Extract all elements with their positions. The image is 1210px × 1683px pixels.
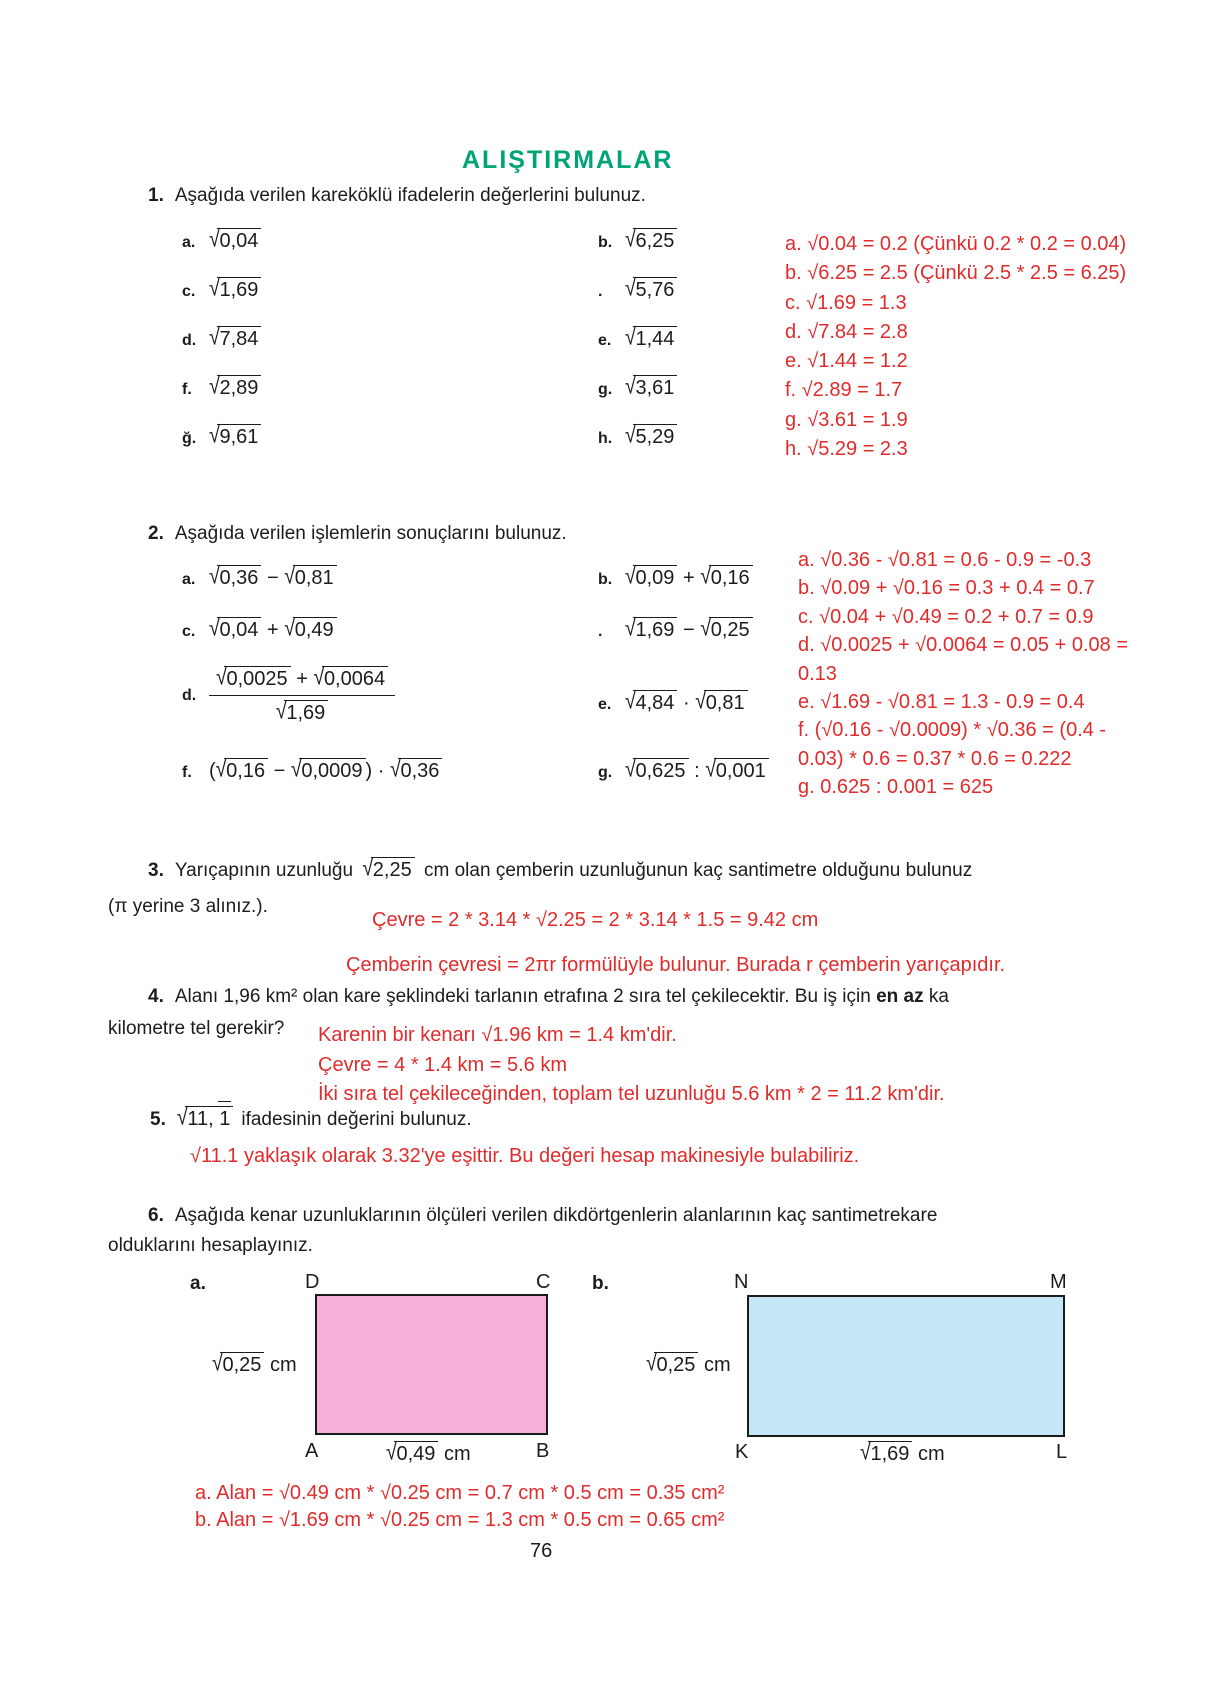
item-expression xyxy=(625,277,677,302)
radical: √0,09 xyxy=(625,567,677,589)
radical-icon: √ xyxy=(209,226,220,253)
q6-number: 6. xyxy=(148,1205,164,1226)
q3-answer: Çevre = 2 * 3.14 * √2.25 = 2 * 3.14 * 1.5 = 9.42 cm xyxy=(372,909,819,931)
radical: √2,25 xyxy=(362,859,414,881)
item-label: a. xyxy=(182,571,196,588)
q3-text-before: Yarıçapının uzunluğu xyxy=(174,860,359,881)
item-expression: (√0,16 − √0,0009 ) · √0,36 xyxy=(209,758,442,783)
item-label: b. xyxy=(598,571,613,588)
corner-label-C: C xyxy=(536,1271,551,1293)
answer-line: a. √0.36 - √0.81 = 0.6 - 0.9 = -0.3 xyxy=(798,549,1092,571)
q5-answer: √11.1 yaklaşık olarak 3.32'ye eşittir. Bu değeri hesap makinesiyle bulabiliriz. xyxy=(190,1145,860,1167)
radical-icon: √ xyxy=(209,324,220,351)
answer-line: e. √1.44 = 1.2 xyxy=(785,350,908,373)
q5-number: 5. xyxy=(150,1109,166,1130)
q1-answers xyxy=(785,230,1126,464)
q4-text-bold: en az xyxy=(876,986,924,1007)
radical-icon: √ xyxy=(209,615,220,642)
q3-radical xyxy=(362,855,414,882)
q2-item-b xyxy=(598,565,753,590)
radical-icon: √ xyxy=(625,226,636,253)
q5-text: ifadesinin değerini bulunuz. xyxy=(241,1109,472,1130)
q2-item-f xyxy=(182,758,442,783)
q4-answers xyxy=(318,1021,945,1110)
radical-icon: √ xyxy=(625,373,636,400)
item-expression xyxy=(625,375,677,400)
answer-line: c. √0.04 + √0.49 = 0.2 + 0.7 = 0.9 xyxy=(798,605,1094,628)
item-expression xyxy=(625,326,677,351)
q1-prompt: Aşağıda verilen kareköklü ifadelerin değerlerini bulunuz. xyxy=(174,185,646,206)
q5-radical xyxy=(176,1104,233,1131)
q2-item-c xyxy=(182,617,337,642)
item-expression: √0,36 − √0,81 xyxy=(209,565,337,590)
answer-line: e. √1.69 - √0.81 = 1.3 - 0.9 = 0.4 xyxy=(798,691,1085,714)
corner-label-L: L xyxy=(1056,1441,1068,1463)
answer-line: h. √5.29 = 2.3 xyxy=(785,438,908,461)
radical: √0,16 xyxy=(216,760,268,782)
radical: √0,0064 xyxy=(313,668,388,690)
q6-answers xyxy=(195,1480,724,1534)
radical-icon: √ xyxy=(700,563,712,590)
fraction-numerator: √0,0025 + √0,0064 xyxy=(209,666,395,695)
corner-label-D: D xyxy=(305,1271,320,1293)
figure-a-label: a. xyxy=(190,1273,206,1294)
figure-b-rectangle xyxy=(747,1295,1065,1437)
item-expression xyxy=(625,424,677,449)
q6-line1 xyxy=(148,1205,937,1227)
radical-icon: √ xyxy=(700,615,712,642)
answer-line: b. √6.25 = 2.5 (Çünkü 2.5 * 2.5 = 6.25) xyxy=(785,262,1127,285)
item-label: a. xyxy=(182,234,196,251)
answer-line: Karenin bir kenarı √1.96 km = 1.4 km'dir. xyxy=(318,1024,677,1046)
radical-icon: √ xyxy=(705,756,717,783)
radical: √1,44 xyxy=(625,328,677,350)
radical-icon: √ xyxy=(284,615,296,642)
item-expression: √1,69 − √0,25 xyxy=(625,617,753,642)
item-label: b. xyxy=(598,234,613,251)
q1-item-b xyxy=(598,228,677,253)
answer-line: f. (√0.16 - √0.0009) * √0.36 = (0.4 - xyxy=(798,719,1107,742)
radical: √0,0009 xyxy=(291,760,366,782)
figure-b-label: b. xyxy=(592,1273,609,1294)
item-label: h. xyxy=(598,430,613,447)
q1-item-f xyxy=(182,375,261,400)
item-expression: √0,09 + √0,16 xyxy=(625,565,753,590)
answer-line: İki sıra tel çekileceğinden, toplam tel uzunluğu 5.6 km * 2 = 11.2 km'dir. xyxy=(318,1083,945,1105)
q4-line2: kilometre tel gerekir? xyxy=(108,1018,285,1039)
radical: √5,76 xyxy=(625,279,677,301)
item-label: f. xyxy=(182,381,192,398)
q2-item-a xyxy=(182,565,337,590)
q6-text-line1: Aşağıda kenar uzunluklarının ölçüleri verilen dikdörtgenlerin alanlarının kaç santimetrekare xyxy=(174,1205,938,1226)
radical: √0,0025 xyxy=(216,668,291,690)
radical: √1,69 xyxy=(209,279,261,301)
fraction-denominator xyxy=(209,695,395,725)
q1-item-h xyxy=(598,424,677,449)
radical: √0,001 xyxy=(705,760,769,782)
radical-icon: √ xyxy=(860,1439,871,1466)
answer-line: g. 0.625 : 0.001 = 625 xyxy=(798,776,994,799)
radical-icon: √ xyxy=(209,422,220,449)
radical-icon: √ xyxy=(290,756,302,783)
radical: √0,625 xyxy=(625,760,689,782)
answer-line: c. √1.69 = 1.3 xyxy=(785,291,907,314)
radical-icon: √ xyxy=(362,855,374,882)
radical-icon: √ xyxy=(215,756,227,783)
q3-number: 3. xyxy=(148,860,164,881)
page-number: 76 xyxy=(530,1540,553,1562)
page-title: ALIŞTIRMALAR xyxy=(462,146,674,174)
item-expression: √4,84 · √0,81 xyxy=(625,690,748,715)
answer-line: a. Alan = √0.49 cm * √0.25 cm = 0.7 cm * 0.5 cm = 0.35 cm² xyxy=(195,1482,725,1504)
q4-text-after: ka xyxy=(923,986,949,1007)
radical: √0,25 xyxy=(700,619,752,641)
item-label: . xyxy=(598,623,603,640)
answer-line: b. √0.09 + √0.16 = 0.3 + 0.4 = 0.7 xyxy=(798,577,1095,600)
q1-item-c xyxy=(182,277,261,302)
item-expression xyxy=(209,277,261,302)
answer-line: Çevre = 4 * 1.4 km = 5.6 km xyxy=(318,1053,567,1076)
radical-icon: √ xyxy=(625,324,636,351)
q2-item-d xyxy=(182,666,395,725)
q1-item-e xyxy=(598,326,677,351)
radical: √2,89 xyxy=(209,377,261,399)
answer-line: f. √2.89 = 1.7 xyxy=(785,379,903,402)
answer-line: b. Alan = √1.69 cm * √0.25 cm = 1.3 cm * 0.5 cm = 0.65 cm² xyxy=(195,1509,725,1531)
radical-icon: √ xyxy=(646,1350,657,1377)
radical-icon: √ xyxy=(313,664,325,691)
corner-label-M: M xyxy=(1050,1271,1067,1293)
q3-note: Çemberin çevresi = 2πr formülüyle bulunur. Burada r çemberin yarıçapıdır. xyxy=(346,954,1006,976)
item-label: ğ. xyxy=(182,430,197,447)
radical: √0,16 xyxy=(700,567,752,589)
radical-icon: √ xyxy=(625,275,636,302)
item-expression xyxy=(209,326,261,351)
radical: √0,25 xyxy=(646,1354,698,1376)
answer-line: a. √0.04 = 0.2 (Çünkü 0.2 * 0.2 = 0.04) xyxy=(785,233,1127,255)
item-label: c. xyxy=(182,623,196,640)
radical: √0,36 xyxy=(390,760,442,782)
radical: √4,84 xyxy=(625,692,677,714)
q1-header xyxy=(148,185,646,207)
radical-icon: √ xyxy=(386,1439,397,1466)
item-label: g. xyxy=(598,764,613,781)
item-expression xyxy=(209,424,261,449)
fraction xyxy=(209,666,395,725)
figure-a-rectangle xyxy=(315,1294,548,1435)
item-expression xyxy=(209,375,261,400)
figure-b-side-bottom: √1,69 cm xyxy=(860,1439,945,1466)
q3-line1 xyxy=(148,857,972,882)
item-label: e. xyxy=(598,332,612,349)
item-label: e. xyxy=(598,696,612,713)
item-label: f. xyxy=(182,764,192,781)
item-label: d. xyxy=(182,686,197,704)
radical-icon: √ xyxy=(625,615,636,642)
q1-number: 1. xyxy=(148,185,164,206)
q2-item-dot xyxy=(598,617,753,642)
q3-line2: (π yerine 3 alınız.). xyxy=(108,896,268,917)
figure-b-side-left: √0,25 cm xyxy=(646,1350,731,1377)
corner-label-B: B xyxy=(536,1440,550,1462)
radical: √9,61 xyxy=(209,426,261,448)
q3-text-after: cm olan çemberin uzunluğunun kaç santimetre olduğunu bulunuz xyxy=(418,860,973,881)
item-label: d. xyxy=(182,332,197,349)
radical: √1,69 xyxy=(625,619,677,641)
item-expression: √0,04 + √0,49 xyxy=(209,617,337,642)
item-expression xyxy=(625,228,677,253)
answer-line: d. √0.0025 + √0.0064 = 0.05 + 0.08 = xyxy=(798,634,1128,657)
radical: √7,84 xyxy=(209,328,261,350)
radical: √3,61 xyxy=(625,377,677,399)
radical: √0,04 xyxy=(209,230,261,252)
q2-item-e xyxy=(598,690,748,715)
radical: √0,04 xyxy=(209,619,261,641)
radical: √1,69 xyxy=(860,1443,912,1465)
answer-line: d. √7.84 = 2.8 xyxy=(785,320,908,343)
q4-number: 4. xyxy=(148,986,164,1007)
radical-icon: √ xyxy=(695,688,707,715)
radical: √0,36 xyxy=(209,567,261,589)
radical: √0,25 xyxy=(212,1354,264,1376)
item-label: g. xyxy=(598,381,613,398)
q2-number: 2. xyxy=(148,523,164,544)
radical-icon: √ xyxy=(209,373,220,400)
radical: √5,29 xyxy=(625,426,677,448)
radical-icon: √ xyxy=(625,688,636,715)
q4-text-before: Alanı 1,96 km² olan kare şeklindeki tarlanın etrafına 2 sıra tel çekilecektir. Bu iş için xyxy=(174,986,877,1007)
item-label: c. xyxy=(182,283,196,300)
q1-item-dot xyxy=(598,277,677,302)
q5-line xyxy=(150,1106,472,1131)
q2-answers xyxy=(798,546,1128,802)
figure-a-side-bottom: √0,49 cm xyxy=(386,1439,471,1466)
q6-line2: olduklarını hesaplayınız. xyxy=(108,1235,313,1256)
radical-icon: √ xyxy=(209,563,220,590)
figure-a-side-left: √0,25 cm xyxy=(212,1350,297,1377)
radical: √0,49 xyxy=(284,619,336,641)
radical: √0,81 xyxy=(284,567,336,589)
radical: √6,25 xyxy=(625,230,677,252)
radical-icon: √ xyxy=(212,1350,223,1377)
answer-line: g. √3.61 = 1.9 xyxy=(785,408,908,431)
q1-item-g xyxy=(598,375,677,400)
radical-icon: √ xyxy=(284,563,296,590)
radical-icon: √ xyxy=(389,756,401,783)
q2-header xyxy=(148,523,567,545)
q1-item-a xyxy=(182,228,261,253)
radical-icon: √ xyxy=(209,275,220,302)
item-label: . xyxy=(598,283,603,300)
radical: √11, 1 xyxy=(177,1108,233,1130)
radical-icon: √ xyxy=(216,664,227,691)
radical: √1,69 xyxy=(276,702,328,724)
corner-label-N: N xyxy=(734,1271,749,1293)
item-expression xyxy=(209,228,261,253)
corner-label-K: K xyxy=(735,1441,749,1463)
q1-item-g-breve xyxy=(182,424,261,449)
radical: √0,81 xyxy=(695,692,747,714)
item-expression: √0,625 : √0,001 xyxy=(625,758,769,783)
radical-icon: √ xyxy=(625,756,636,783)
q4-line1 xyxy=(148,986,949,1008)
q1-item-d xyxy=(182,326,261,351)
answer-line: 0.03) * 0.6 = 0.37 * 0.6 = 0.222 xyxy=(798,747,1072,770)
radical-icon: √ xyxy=(275,698,287,725)
radical-icon: √ xyxy=(625,422,636,449)
radical-icon: √ xyxy=(176,1104,188,1131)
radical: √0,49 xyxy=(386,1443,438,1465)
corner-label-A: A xyxy=(305,1440,319,1462)
radical-icon: √ xyxy=(625,563,636,590)
q2-prompt: Aşağıda verilen işlemlerin sonuçlarını bulunuz. xyxy=(174,523,567,544)
q2-item-g xyxy=(598,758,769,783)
answer-line: 0.13 xyxy=(798,662,837,685)
